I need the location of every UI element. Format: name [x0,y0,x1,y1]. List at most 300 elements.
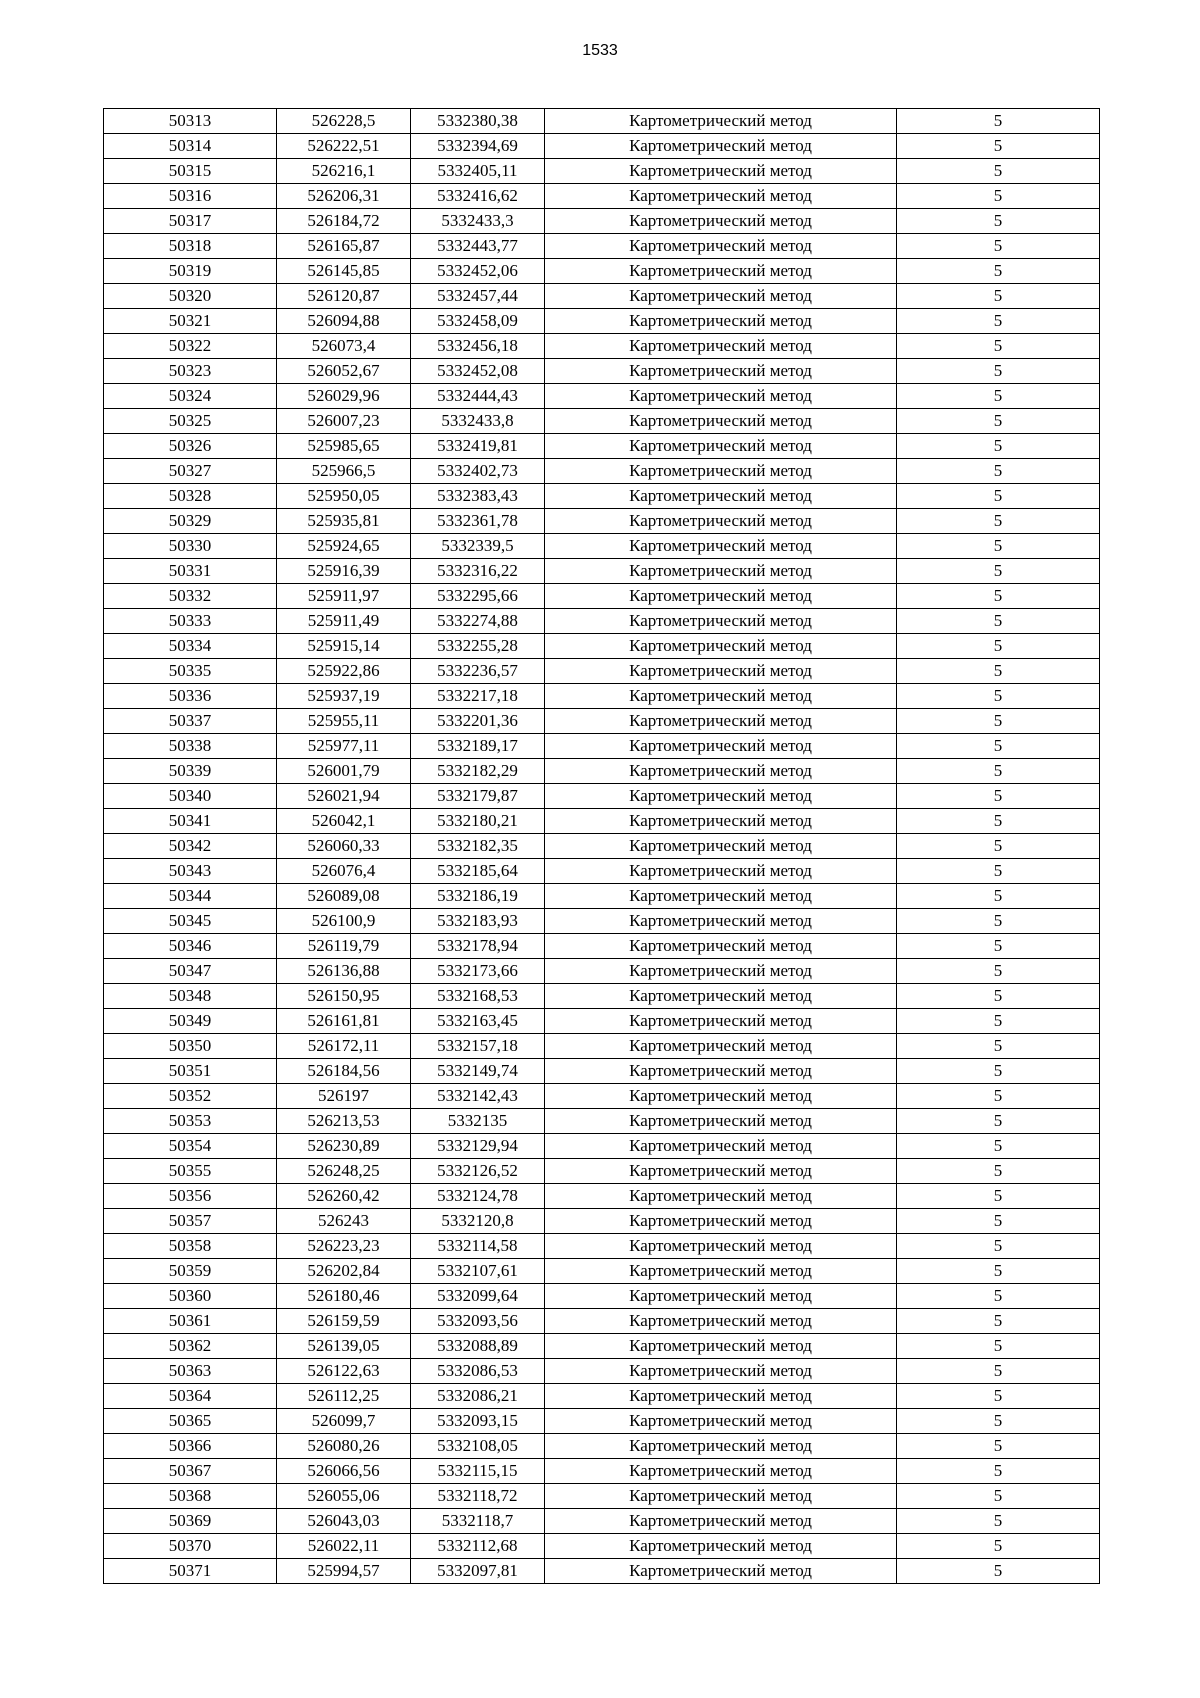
method-cell: Картометрический метод [545,184,897,209]
table-row [104,1334,1100,1359]
table-row [104,1434,1100,1459]
point-number-cell: 50365 [104,1409,277,1434]
table-row [104,509,1100,534]
x-coordinate-cell: 525937,19 [277,684,411,709]
y-coordinate-cell: 5332099,64 [411,1284,545,1309]
accuracy-cell: 5 [897,184,1100,209]
point-number-cell: 50335 [104,659,277,684]
point-number-cell: 50342 [104,834,277,859]
x-coordinate-cell: 525924,65 [277,534,411,559]
method-cell: Картометрический метод [545,684,897,709]
point-number-cell: 50329 [104,509,277,534]
method-cell: Картометрический метод [545,559,897,584]
point-number-cell: 50338 [104,734,277,759]
x-coordinate-cell: 526248,25 [277,1159,411,1184]
point-number-cell: 50359 [104,1259,277,1284]
table-row [104,1059,1100,1084]
table-row [104,234,1100,259]
accuracy-cell: 5 [897,1434,1100,1459]
y-coordinate-cell: 5332157,18 [411,1034,545,1059]
accuracy-cell: 5 [897,1334,1100,1359]
accuracy-cell: 5 [897,1184,1100,1209]
table-row [104,709,1100,734]
y-coordinate-cell: 5332452,08 [411,359,545,384]
y-coordinate-cell: 5332189,17 [411,734,545,759]
point-number-cell: 50326 [104,434,277,459]
y-coordinate-cell: 5332178,94 [411,934,545,959]
table-row [104,1559,1100,1584]
method-cell: Картометрический метод [545,134,897,159]
accuracy-cell: 5 [897,1034,1100,1059]
point-number-cell: 50313 [104,109,277,134]
table-row [104,1034,1100,1059]
table-row [104,984,1100,1009]
point-number-cell: 50333 [104,609,277,634]
accuracy-cell: 5 [897,634,1100,659]
table-row [104,1234,1100,1259]
point-number-cell: 50350 [104,1034,277,1059]
point-number-cell: 50341 [104,809,277,834]
y-coordinate-cell: 5332093,15 [411,1409,545,1434]
method-cell: Картометрический метод [545,659,897,684]
x-coordinate-cell: 526213,53 [277,1109,411,1134]
point-number-cell: 50368 [104,1484,277,1509]
point-number-cell: 50325 [104,409,277,434]
method-cell: Картометрический метод [545,1284,897,1309]
point-number-cell: 50344 [104,884,277,909]
y-coordinate-cell: 5332179,87 [411,784,545,809]
y-coordinate-cell: 5332112,68 [411,1534,545,1559]
point-number-cell: 50347 [104,959,277,984]
point-number-cell: 50319 [104,259,277,284]
x-coordinate-cell: 526228,5 [277,109,411,134]
x-coordinate-cell: 525977,11 [277,734,411,759]
accuracy-cell: 5 [897,334,1100,359]
x-coordinate-cell: 526172,11 [277,1034,411,1059]
table-row [104,134,1100,159]
x-coordinate-cell: 526180,46 [277,1284,411,1309]
y-coordinate-cell: 5332255,28 [411,634,545,659]
y-coordinate-cell: 5332108,05 [411,1434,545,1459]
point-number-cell: 50340 [104,784,277,809]
point-number-cell: 50314 [104,134,277,159]
method-cell: Картометрический метод [545,509,897,534]
table-row [104,859,1100,884]
x-coordinate-cell: 525915,14 [277,634,411,659]
y-coordinate-cell: 5332088,89 [411,1334,545,1359]
method-cell: Картометрический метод [545,1334,897,1359]
table-row [104,1359,1100,1384]
x-coordinate-cell: 526243 [277,1209,411,1234]
point-number-cell: 50323 [104,359,277,384]
accuracy-cell: 5 [897,684,1100,709]
y-coordinate-cell: 5332201,36 [411,709,545,734]
point-number-cell: 50331 [104,559,277,584]
accuracy-cell: 5 [897,384,1100,409]
y-coordinate-cell: 5332456,18 [411,334,545,359]
accuracy-cell: 5 [897,1134,1100,1159]
accuracy-cell: 5 [897,1409,1100,1434]
method-cell: Картометрический метод [545,1309,897,1334]
x-coordinate-cell: 526222,51 [277,134,411,159]
accuracy-cell: 5 [897,959,1100,984]
accuracy-cell: 5 [897,1084,1100,1109]
table-row [104,1184,1100,1209]
x-coordinate-cell: 526001,79 [277,759,411,784]
point-number-cell: 50328 [104,484,277,509]
y-coordinate-cell: 5332114,58 [411,1234,545,1259]
table-row [104,1309,1100,1334]
accuracy-cell: 5 [897,1509,1100,1534]
table-row [104,109,1100,134]
y-coordinate-cell: 5332295,66 [411,584,545,609]
method-cell: Картометрический метод [545,1534,897,1559]
x-coordinate-cell: 525950,05 [277,484,411,509]
y-coordinate-cell: 5332361,78 [411,509,545,534]
accuracy-cell: 5 [897,309,1100,334]
x-coordinate-cell: 526100,9 [277,909,411,934]
x-coordinate-cell: 525935,81 [277,509,411,534]
method-cell: Картометрический метод [545,309,897,334]
accuracy-cell: 5 [897,1559,1100,1584]
method-cell: Картометрический метод [545,934,897,959]
x-coordinate-cell: 526055,06 [277,1484,411,1509]
x-coordinate-cell: 525911,97 [277,584,411,609]
table-row [104,484,1100,509]
point-number-cell: 50343 [104,859,277,884]
x-coordinate-cell: 526073,4 [277,334,411,359]
x-coordinate-cell: 526150,95 [277,984,411,1009]
accuracy-cell: 5 [897,734,1100,759]
table-row [104,284,1100,309]
method-cell: Картометрический метод [545,1259,897,1284]
table-row [104,809,1100,834]
point-number-cell: 50362 [104,1334,277,1359]
x-coordinate-cell: 526202,84 [277,1259,411,1284]
method-cell: Картометрический метод [545,784,897,809]
point-number-cell: 50345 [104,909,277,934]
accuracy-cell: 5 [897,434,1100,459]
point-number-cell: 50353 [104,1109,277,1134]
y-coordinate-cell: 5332402,73 [411,459,545,484]
table-row [104,909,1100,934]
y-coordinate-cell: 5332394,69 [411,134,545,159]
table-row [104,1109,1100,1134]
point-number-cell: 50352 [104,1084,277,1109]
method-cell: Картометрический метод [545,909,897,934]
accuracy-cell: 5 [897,1234,1100,1259]
table-row [104,1209,1100,1234]
table-row [104,1259,1100,1284]
point-number-cell: 50366 [104,1434,277,1459]
table-row [104,1284,1100,1309]
accuracy-cell: 5 [897,1534,1100,1559]
y-coordinate-cell: 5332118,7 [411,1509,545,1534]
x-coordinate-cell: 526112,25 [277,1384,411,1409]
y-coordinate-cell: 5332173,66 [411,959,545,984]
accuracy-cell: 5 [897,909,1100,934]
y-coordinate-cell: 5332118,72 [411,1484,545,1509]
y-coordinate-cell: 5332433,8 [411,409,545,434]
table-row [104,1459,1100,1484]
accuracy-cell: 5 [897,1059,1100,1084]
method-cell: Картометрический метод [545,434,897,459]
point-number-cell: 50354 [104,1134,277,1159]
method-cell: Картометрический метод [545,484,897,509]
y-coordinate-cell: 5332107,61 [411,1259,545,1284]
x-coordinate-cell: 526161,81 [277,1009,411,1034]
y-coordinate-cell: 5332120,8 [411,1209,545,1234]
x-coordinate-cell: 526099,7 [277,1409,411,1434]
y-coordinate-cell: 5332433,3 [411,209,545,234]
point-number-cell: 50334 [104,634,277,659]
accuracy-cell: 5 [897,709,1100,734]
method-cell: Картометрический метод [545,209,897,234]
accuracy-cell: 5 [897,784,1100,809]
coordinates-table-body [104,109,1100,1584]
accuracy-cell: 5 [897,234,1100,259]
point-number-cell: 50315 [104,159,277,184]
point-number-cell: 50322 [104,334,277,359]
method-cell: Картометрический метод [545,984,897,1009]
x-coordinate-cell: 525994,57 [277,1559,411,1584]
method-cell: Картометрический метод [545,609,897,634]
y-coordinate-cell: 5332443,77 [411,234,545,259]
method-cell: Картометрический метод [545,409,897,434]
accuracy-cell: 5 [897,759,1100,784]
table-row [104,884,1100,909]
x-coordinate-cell: 525985,65 [277,434,411,459]
y-coordinate-cell: 5332086,53 [411,1359,545,1384]
method-cell: Картометрический метод [545,709,897,734]
y-coordinate-cell: 5332135 [411,1109,545,1134]
x-coordinate-cell: 526052,67 [277,359,411,384]
table-row [104,959,1100,984]
table-row [104,309,1100,334]
point-number-cell: 50348 [104,984,277,1009]
x-coordinate-cell: 526089,08 [277,884,411,909]
x-coordinate-cell: 526184,72 [277,209,411,234]
accuracy-cell: 5 [897,834,1100,859]
table-row [104,634,1100,659]
x-coordinate-cell: 526216,1 [277,159,411,184]
point-number-cell: 50337 [104,709,277,734]
coordinates-table [103,108,1100,1584]
y-coordinate-cell: 5332097,81 [411,1559,545,1584]
point-number-cell: 50360 [104,1284,277,1309]
method-cell: Картометрический метод [545,1134,897,1159]
accuracy-cell: 5 [897,884,1100,909]
y-coordinate-cell: 5332380,38 [411,109,545,134]
table-row [104,334,1100,359]
x-coordinate-cell: 526122,63 [277,1359,411,1384]
y-coordinate-cell: 5332180,21 [411,809,545,834]
y-coordinate-cell: 5332457,44 [411,284,545,309]
table-row [104,384,1100,409]
accuracy-cell: 5 [897,459,1100,484]
accuracy-cell: 5 [897,109,1100,134]
accuracy-cell: 5 [897,409,1100,434]
y-coordinate-cell: 5332086,21 [411,1384,545,1409]
point-number-cell: 50317 [104,209,277,234]
point-number-cell: 50364 [104,1384,277,1409]
y-coordinate-cell: 5332405,11 [411,159,545,184]
table-row [104,159,1100,184]
table-row [104,784,1100,809]
x-coordinate-cell: 526080,26 [277,1434,411,1459]
point-number-cell: 50367 [104,1459,277,1484]
method-cell: Картометрический метод [545,284,897,309]
y-coordinate-cell: 5332185,64 [411,859,545,884]
x-coordinate-cell: 526060,33 [277,834,411,859]
point-number-cell: 50346 [104,934,277,959]
y-coordinate-cell: 5332186,19 [411,884,545,909]
y-coordinate-cell: 5332124,78 [411,1184,545,1209]
method-cell: Картометрический метод [545,1059,897,1084]
table-row [104,534,1100,559]
point-number-cell: 50336 [104,684,277,709]
y-coordinate-cell: 5332458,09 [411,309,545,334]
method-cell: Картометрический метод [545,109,897,134]
accuracy-cell: 5 [897,1159,1100,1184]
y-coordinate-cell: 5332126,52 [411,1159,545,1184]
accuracy-cell: 5 [897,284,1100,309]
accuracy-cell: 5 [897,659,1100,684]
method-cell: Картометрический метод [545,734,897,759]
y-coordinate-cell: 5332416,62 [411,184,545,209]
y-coordinate-cell: 5332182,29 [411,759,545,784]
y-coordinate-cell: 5332339,5 [411,534,545,559]
x-coordinate-cell: 525955,11 [277,709,411,734]
method-cell: Картометрический метод [545,759,897,784]
x-coordinate-cell: 526184,56 [277,1059,411,1084]
table-row [104,559,1100,584]
y-coordinate-cell: 5332419,81 [411,434,545,459]
method-cell: Картометрический метод [545,534,897,559]
x-coordinate-cell: 526043,03 [277,1509,411,1534]
table-row [104,1159,1100,1184]
method-cell: Картометрический метод [545,1009,897,1034]
point-number-cell: 50369 [104,1509,277,1534]
x-coordinate-cell: 525911,49 [277,609,411,634]
y-coordinate-cell: 5332316,22 [411,559,545,584]
table-row [104,1084,1100,1109]
x-coordinate-cell: 526119,79 [277,934,411,959]
accuracy-cell: 5 [897,1309,1100,1334]
point-number-cell: 50316 [104,184,277,209]
point-number-cell: 50324 [104,384,277,409]
accuracy-cell: 5 [897,1109,1100,1134]
table-row [104,459,1100,484]
accuracy-cell: 5 [897,934,1100,959]
accuracy-cell: 5 [897,984,1100,1009]
method-cell: Картометрический метод [545,159,897,184]
accuracy-cell: 5 [897,259,1100,284]
table-row [104,1134,1100,1159]
method-cell: Картометрический метод [545,859,897,884]
table-row [104,934,1100,959]
x-coordinate-cell: 525916,39 [277,559,411,584]
method-cell: Картометрический метод [545,1434,897,1459]
y-coordinate-cell: 5332183,93 [411,909,545,934]
x-coordinate-cell: 526197 [277,1084,411,1109]
x-coordinate-cell: 526094,88 [277,309,411,334]
y-coordinate-cell: 5332274,88 [411,609,545,634]
x-coordinate-cell: 526042,1 [277,809,411,834]
point-number-cell: 50361 [104,1309,277,1334]
method-cell: Картометрический метод [545,1209,897,1234]
point-number-cell: 50358 [104,1234,277,1259]
accuracy-cell: 5 [897,1259,1100,1284]
table-row [104,434,1100,459]
y-coordinate-cell: 5332182,35 [411,834,545,859]
method-cell: Картометрический метод [545,809,897,834]
point-number-cell: 50339 [104,759,277,784]
x-coordinate-cell: 526007,23 [277,409,411,434]
point-number-cell: 50330 [104,534,277,559]
x-coordinate-cell: 525966,5 [277,459,411,484]
table-row [104,1484,1100,1509]
method-cell: Картометрический метод [545,234,897,259]
x-coordinate-cell: 526136,88 [277,959,411,984]
y-coordinate-cell: 5332168,53 [411,984,545,1009]
x-coordinate-cell: 526230,89 [277,1134,411,1159]
point-number-cell: 50351 [104,1059,277,1084]
accuracy-cell: 5 [897,1359,1100,1384]
x-coordinate-cell: 526260,42 [277,1184,411,1209]
page-number: 1533 [582,42,618,59]
point-number-cell: 50332 [104,584,277,609]
table-row [104,409,1100,434]
table-row [104,1384,1100,1409]
accuracy-cell: 5 [897,209,1100,234]
point-number-cell: 50321 [104,309,277,334]
y-coordinate-cell: 5332115,15 [411,1459,545,1484]
x-coordinate-cell: 526223,23 [277,1234,411,1259]
table-row [104,184,1100,209]
point-number-cell: 50349 [104,1009,277,1034]
point-number-cell: 50371 [104,1559,277,1584]
method-cell: Картометрический метод [545,634,897,659]
point-number-cell: 50356 [104,1184,277,1209]
x-coordinate-cell: 525922,86 [277,659,411,684]
accuracy-cell: 5 [897,1459,1100,1484]
method-cell: Картометрический метод [545,1184,897,1209]
table-row [104,609,1100,634]
accuracy-cell: 5 [897,509,1100,534]
point-number-cell: 50318 [104,234,277,259]
table-row [104,1534,1100,1559]
x-coordinate-cell: 526022,11 [277,1534,411,1559]
x-coordinate-cell: 526120,87 [277,284,411,309]
table-row [104,259,1100,284]
x-coordinate-cell: 526066,56 [277,1459,411,1484]
y-coordinate-cell: 5332217,18 [411,684,545,709]
point-number-cell: 50320 [104,284,277,309]
accuracy-cell: 5 [897,859,1100,884]
method-cell: Картометрический метод [545,834,897,859]
table-row [104,584,1100,609]
method-cell: Картометрический метод [545,359,897,384]
x-coordinate-cell: 526159,59 [277,1309,411,1334]
method-cell: Картометрический метод [545,1509,897,1534]
point-number-cell: 50370 [104,1534,277,1559]
table-row [104,1009,1100,1034]
y-coordinate-cell: 5332149,74 [411,1059,545,1084]
method-cell: Картометрический метод [545,884,897,909]
accuracy-cell: 5 [897,1009,1100,1034]
method-cell: Картометрический метод [545,1384,897,1409]
